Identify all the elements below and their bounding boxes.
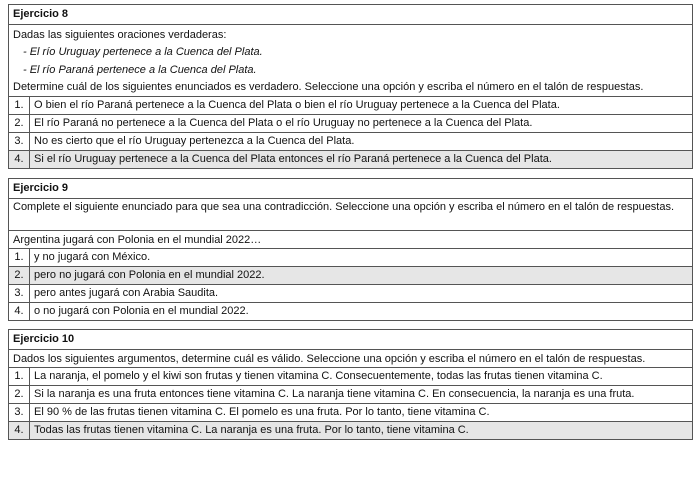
exercise-10 [8, 329, 693, 440]
option-text: pero no jugará con Polonia en el mundial 2022. [34, 269, 265, 281]
option-1[interactable] [9, 367, 692, 385]
exercise-title: Ejercicio 10 [13, 333, 75, 345]
option-text: La naranja, el pomelo y el kiwi son frutas y tienen vitamina C. Consecuentemente, todas las frutas tienen vitamina C. [34, 370, 603, 382]
option-2[interactable] [9, 266, 692, 284]
option-text: Todas las frutas tienen vitamina C. La naranja es una fruta. Por lo tanto, tiene vitamina C. [34, 424, 469, 436]
option-3[interactable] [9, 284, 692, 302]
option-text: Si el río Uruguay pertenece a la Cuenca del Plata entonces el río Paraná pertenece a la Cuenca del Plata. [34, 153, 552, 165]
option-4[interactable] [9, 302, 692, 320]
option-4[interactable] [9, 150, 692, 168]
option-text: El 90 % de las frutas tienen vitamina C. El pomelo es una fruta. Por lo tanto, tiene vitamina C. [34, 406, 490, 418]
option-number: 1. [9, 249, 30, 266]
instruction-text: Determine cuál de los siguientes enunciados es verdadero. Seleccione una opción y escriba el número en el talón de respuestas. [13, 81, 644, 93]
option-1[interactable] [9, 96, 692, 114]
option-text: O bien el río Paraná pertenece a la Cuenca del Plata o bien el río Uruguay pertenece a la Cuenca del Plata. [34, 99, 560, 111]
intro-text: Dadas las siguientes oraciones verdaderas: [13, 29, 227, 41]
premise-1: - El río Uruguay pertenece a la Cuenca del Plata. [23, 46, 263, 58]
premise-2: - El río Paraná pertenece a la Cuenca del Plata. [23, 64, 257, 76]
option-number: 1. [9, 97, 30, 114]
option-2[interactable] [9, 114, 692, 132]
option-number: 3. [9, 285, 30, 302]
option-3[interactable] [9, 403, 692, 421]
option-number: 2. [9, 386, 30, 403]
option-text: El río Paraná no pertenece a la Cuenca del Plata o el río Uruguay no pertenece a la Cuenca del Plata. [34, 117, 533, 129]
option-text: No es cierto que el río Uruguay pertenezca a la Cuenca del Plata. [34, 135, 355, 147]
option-4[interactable] [9, 421, 692, 439]
option-text: pero antes jugará con Arabia Saudita. [34, 287, 219, 299]
option-number: 4. [9, 151, 30, 168]
option-number: 4. [9, 303, 30, 320]
exercise-9 [8, 178, 693, 321]
exercise-8-premises [9, 24, 692, 96]
exercise-title: Ejercicio 8 [13, 8, 69, 20]
option-1[interactable] [9, 248, 692, 266]
statement-text: Argentina jugará con Polonia en el mundial 2022… [9, 230, 692, 248]
option-text: o no jugará con Polonia en el mundial 2022. [34, 305, 249, 317]
instruction-text: Complete el siguiente enunciado para que sea una contradicción. Seleccione una opción y escriba el número en el talón de respuestas. [9, 198, 692, 230]
option-text: Si la naranja es una fruta entonces tiene vitamina C. La naranja tiene vitamina C. En consecuencia, la naranja es una fruta. [34, 388, 635, 400]
option-number: 2. [9, 115, 30, 132]
exercise-title: Ejercicio 9 [13, 182, 69, 194]
option-2[interactable] [9, 385, 692, 403]
instruction-text: Dados los siguientes argumentos, determine cuál es válido. Seleccione una opción y escriba el número en el talón de respuestas. [9, 349, 692, 367]
option-number: 3. [9, 133, 30, 150]
exercise-8 [8, 4, 693, 169]
option-number: 4. [9, 422, 30, 439]
option-3[interactable] [9, 132, 692, 150]
option-number: 3. [9, 404, 30, 421]
option-number: 1. [9, 368, 30, 385]
option-text: y no jugará con México. [34, 251, 151, 263]
option-number: 2. [9, 267, 30, 284]
